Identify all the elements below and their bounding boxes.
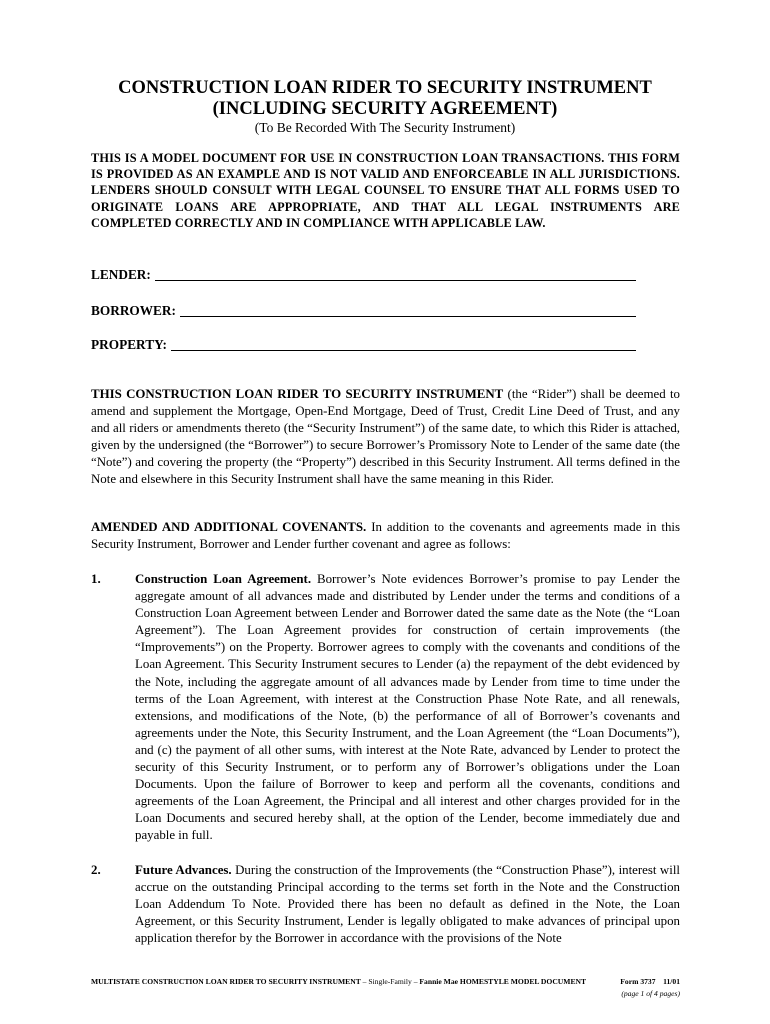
section-number: 1. xyxy=(91,572,101,586)
footer-page-number: (page 1 of 4 pages) xyxy=(621,989,680,998)
covenants-text: In addition to the covenants and agreements made in this Security Instrument, Borrower and Lender further covenant and agree as follows: xyxy=(91,520,680,552)
borrower-field xyxy=(91,302,636,320)
document-title-line2: (INCLUDING SECURITY AGREEMENT) xyxy=(212,99,558,119)
intro-lead: THIS CONSTRUCTION LOAN RIDER TO SECURITY INSTRUMENT xyxy=(91,387,504,401)
model-document-notice: THIS IS A MODEL DOCUMENT FOR USE IN CONSTRUCTION LOAN TRANSACTIONS. THIS FORM IS PROVIDED AS AN EXAMPLE AND IS NOT VALID AND ENFORCEABLE IN ALL JURISDICTIONS. LENDERS SHOULD CONSULT WITH LEGAL COUNSEL TO ENSURE THAT ALL FORMS USED TO ORIGINATE LOANS ARE APPROPRIATE, AND THAT ALL LEGAL INSTRUMENTS ARE COMPLETED CORRECTLY AND IN COMPLIANCE WITH APPLICABLE LAW. xyxy=(91,151,680,230)
covenants-paragraph xyxy=(91,519,680,553)
covenants-heading: AMENDED AND ADDITIONAL COVENANTS. xyxy=(91,520,367,534)
footer-form-name: MULTISTATE CONSTRUCTION LOAN RIDER TO SECURITY INSTRUMENT xyxy=(91,977,361,986)
borrower-blank-line[interactable] xyxy=(180,303,636,317)
footer-form-title xyxy=(91,977,586,987)
section-number: 2. xyxy=(91,863,101,877)
section-body xyxy=(135,571,680,845)
page-footer xyxy=(91,977,680,1005)
lender-label: LENDER: xyxy=(91,267,151,282)
footer-family: Single-Family xyxy=(368,977,412,986)
footer-dash: – xyxy=(411,977,420,986)
document-title-line1: CONSTRUCTION LOAN RIDER TO SECURITY INSTRUMENT xyxy=(118,78,652,98)
lender-blank-line[interactable] xyxy=(155,267,636,281)
intro-paragraph xyxy=(91,386,680,489)
intro-text: (the “Rider”) shall be deemed to amend and supplement the Mortgage, Open-End Mortgage, Deed of Trust, Credit Line Deed of Trust, and any and all riders or amendments thereto (the “Security Instrument”) of the same date, to which this Rider is attached, given by the undersigned (the “Borrower”) to secure Borrower’s Promissory Note to Lender of the same date (the “Note”) and covering the property (the “Property”) described in this Security Instrument. All terms defined in the Note and elsewhere in this Security Instrument shall have the same meaning in this Rider. xyxy=(91,387,680,487)
property-label: PROPERTY: xyxy=(91,337,167,352)
footer-form-number: Form 3737 11/01 xyxy=(620,977,680,986)
section-heading: Future Advances. xyxy=(135,863,232,877)
section-text: During the construction of the Improvements (the “Construction Phase”), interest will accrue on the outstanding Principal according to the terms set forth in the Note and the Construction Loan Addendum To Note. Provided there has been no default as defined in the Note, the Loan Agreement, or this Security Instrument, Lender is legally obligated to make advances of principal upon application therefor by the Borrower in accordance with the provisions of the Note xyxy=(135,863,680,946)
footer-model: Fannie Mae HOMESTYLE MODEL DOCUMENT xyxy=(419,977,587,986)
section-heading: Construction Loan Agreement. xyxy=(135,572,312,586)
property-blank-line[interactable] xyxy=(171,337,636,351)
footer-dash: – xyxy=(360,977,369,986)
property-field xyxy=(91,336,636,354)
section-body xyxy=(135,862,680,947)
lender-field xyxy=(91,266,636,284)
borrower-label: BORROWER: xyxy=(91,303,176,318)
section-text: Borrower’s Note evidences Borrower’s promise to pay Lender the aggregate amount of all advances made and distributed by Lender under the terms and conditions of a Construction Loan Agreement between Lender and Borrower dated the same date as the Note (the “Loan Agreement”). The Loan Agreement provides for construction of certain improvements (the “Improvements”) on the Property. Borrower agrees to comply with the covenants and conditions of the Loan Agreement. This Security Instrument secures to Lender (a) the repayment of the debt evidenced by the Note, including the aggregate amount of all advances made by Lender from time to time under the terms of the Loan Agreement, with interest at the Construction Phase Note Rate, and all renewals, extensions, and modifications of the Note, (b) the performance of all of Borrower’s covenants and agreements under the Note, this Security Instrument, and the Loan Agreement (the “Loan Documents”), and (c) the payment of all other sums, with interest at the Note Rate, advanced by Lender to protect the security of this Security Instrument, or to perform any of Borrower’s obligations under the Loan Documents. Upon the failure of Borrower to keep and perform all the covenants, conditions and agreements of the Loan Agreement, the Principal and all interest and other charges provided for in the Loan Documents and secured hereby shall, at the option of the Lender, become immediately due and payable in full. xyxy=(135,572,680,843)
document-subtitle: (To Be Recorded With The Security Instrument) xyxy=(254,120,516,135)
